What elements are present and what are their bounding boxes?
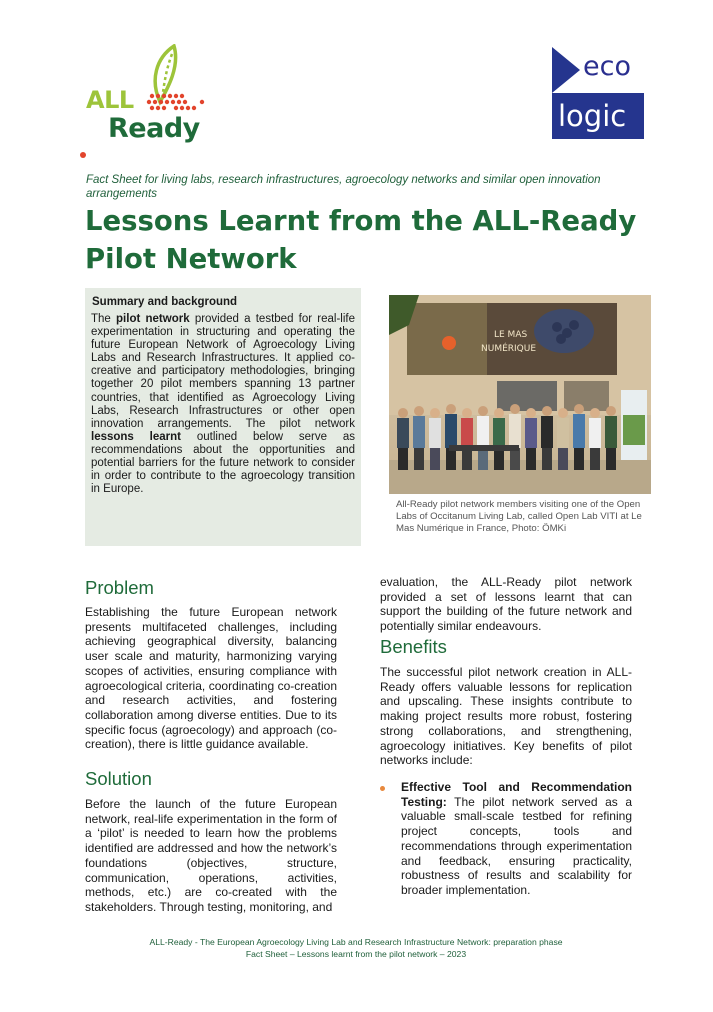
list-item-text: [401, 780, 632, 898]
ecologic-logo-bottom: [552, 93, 644, 139]
summary-text-part: outlined below serve as recommendations about the opportunities and potential barriers for the future network to consider in order to contribute to the agroecology transition in Europe.: [91, 430, 355, 496]
group-photo: [389, 295, 651, 494]
solution-text-continued: evaluation, the ALL-Ready pilot network provided a set of lessons learnt that can support the building of the future network and potentially similar endeavours.: [380, 575, 632, 634]
summary-heading: Summary and background: [92, 296, 238, 308]
bullet-icon: [380, 786, 385, 791]
solution-text: Before the launch of the future European network, real-life experimentation in the form of a ‘pilot’ is needed to learn how the problems identified are addressed and how the network’s foundations (objectives, structure, communication, operations, activities, methods, etc.) are co-created with the stakeholders. Through testing, monitoring, and: [85, 797, 337, 914]
benefits-heading: Benefits: [380, 636, 447, 657]
fact-sheet-subtitle: Fact Sheet for living labs, research infrastructures, agroecology networks and similar open innovation arrangements: [86, 174, 601, 200]
summary-emphasis-lessons-learnt: lessons learnt: [91, 430, 181, 443]
solution-heading: Solution: [85, 768, 152, 789]
summary-emphasis-pilot-network: pilot network: [116, 313, 190, 325]
group-photo-image: [389, 295, 651, 494]
decorative-dot: [80, 152, 86, 158]
summary-text-part: provided a testbed for real-life experimentation in structuring and operating the future European Network of Agroecology Living Labs and Research Infrastructures. It applied co-creative and participatory methodologies, bringing together 20 pilot members spanning 13 partner countries, that identified as Agroecology Living Labs, Research Infrastructures or other open innovation arrangements. The pilot network: [91, 313, 355, 430]
benefits-text: The successful pilot network creation in ALL-Ready offers valuable lessons for replication and upscaling. These insights contribute to making project results more robust, fostering strong collaborations, and strengthening, agroecology initiatives. Key benefits of pilot networks include:: [380, 665, 632, 768]
page-footer: [86, 937, 626, 960]
sign-text-2: NUMÉRIQUE: [481, 344, 537, 354]
summary-text: [91, 313, 355, 496]
ecologic-logo-eco: eco: [583, 51, 631, 82]
allready-logo: [82, 44, 212, 159]
ecologic-logo: [552, 47, 644, 139]
footer-line-2: Fact Sheet – Lessons learnt from the pilot network – 2023: [245, 948, 467, 959]
ecologic-logo-top: [552, 47, 644, 93]
ecologic-logo-logic: logic: [558, 99, 627, 133]
footer-line-1: ALL-Ready - The European Agroecology Living Lab and Research Infrastructure Network: preparation phase: [149, 937, 563, 947]
list-item-title: Effective Tool and Recommendation Testing:: [401, 780, 632, 809]
allready-logo-line2: Ready: [108, 113, 200, 144]
summary-box: [85, 288, 361, 546]
photo-caption: All-Ready pilot network members visiting one of the Open Labs of Occitanum Living Lab, called Open Lab VITI at Le Mas Numérique in France, Photo: ÖMKi: [396, 499, 642, 534]
list-item-body: The pilot network served as a valuable small-scale testbed for refining project concepts, tools and recommendations through experimentation and feedback, ensuring practicality, robustness of results and scalability for broader implementation.: [401, 794, 632, 897]
sign-text-1: LE MAS: [494, 330, 528, 340]
problem-text: Establishing the future European network presents multifaceted challenges, including achieving geographical diversity, balancing user scale and maturity, harmonizing varying scopes of activities, ensuring compliance with agroecological criteria, coordinating co-creation and research activities, and fostering collaboration among diverse entities. Due to its specific focus (agroecology) and approach (co-creation), there is little guidance available.: [85, 605, 337, 752]
allready-logo-line1: ALL: [86, 86, 134, 114]
summary-text-part: The: [91, 313, 117, 325]
problem-heading: Problem: [85, 577, 154, 598]
chevron-right-icon: [552, 47, 582, 93]
page-title: Lessons Learnt from the ALL-Ready Pilot Network: [85, 205, 637, 275]
